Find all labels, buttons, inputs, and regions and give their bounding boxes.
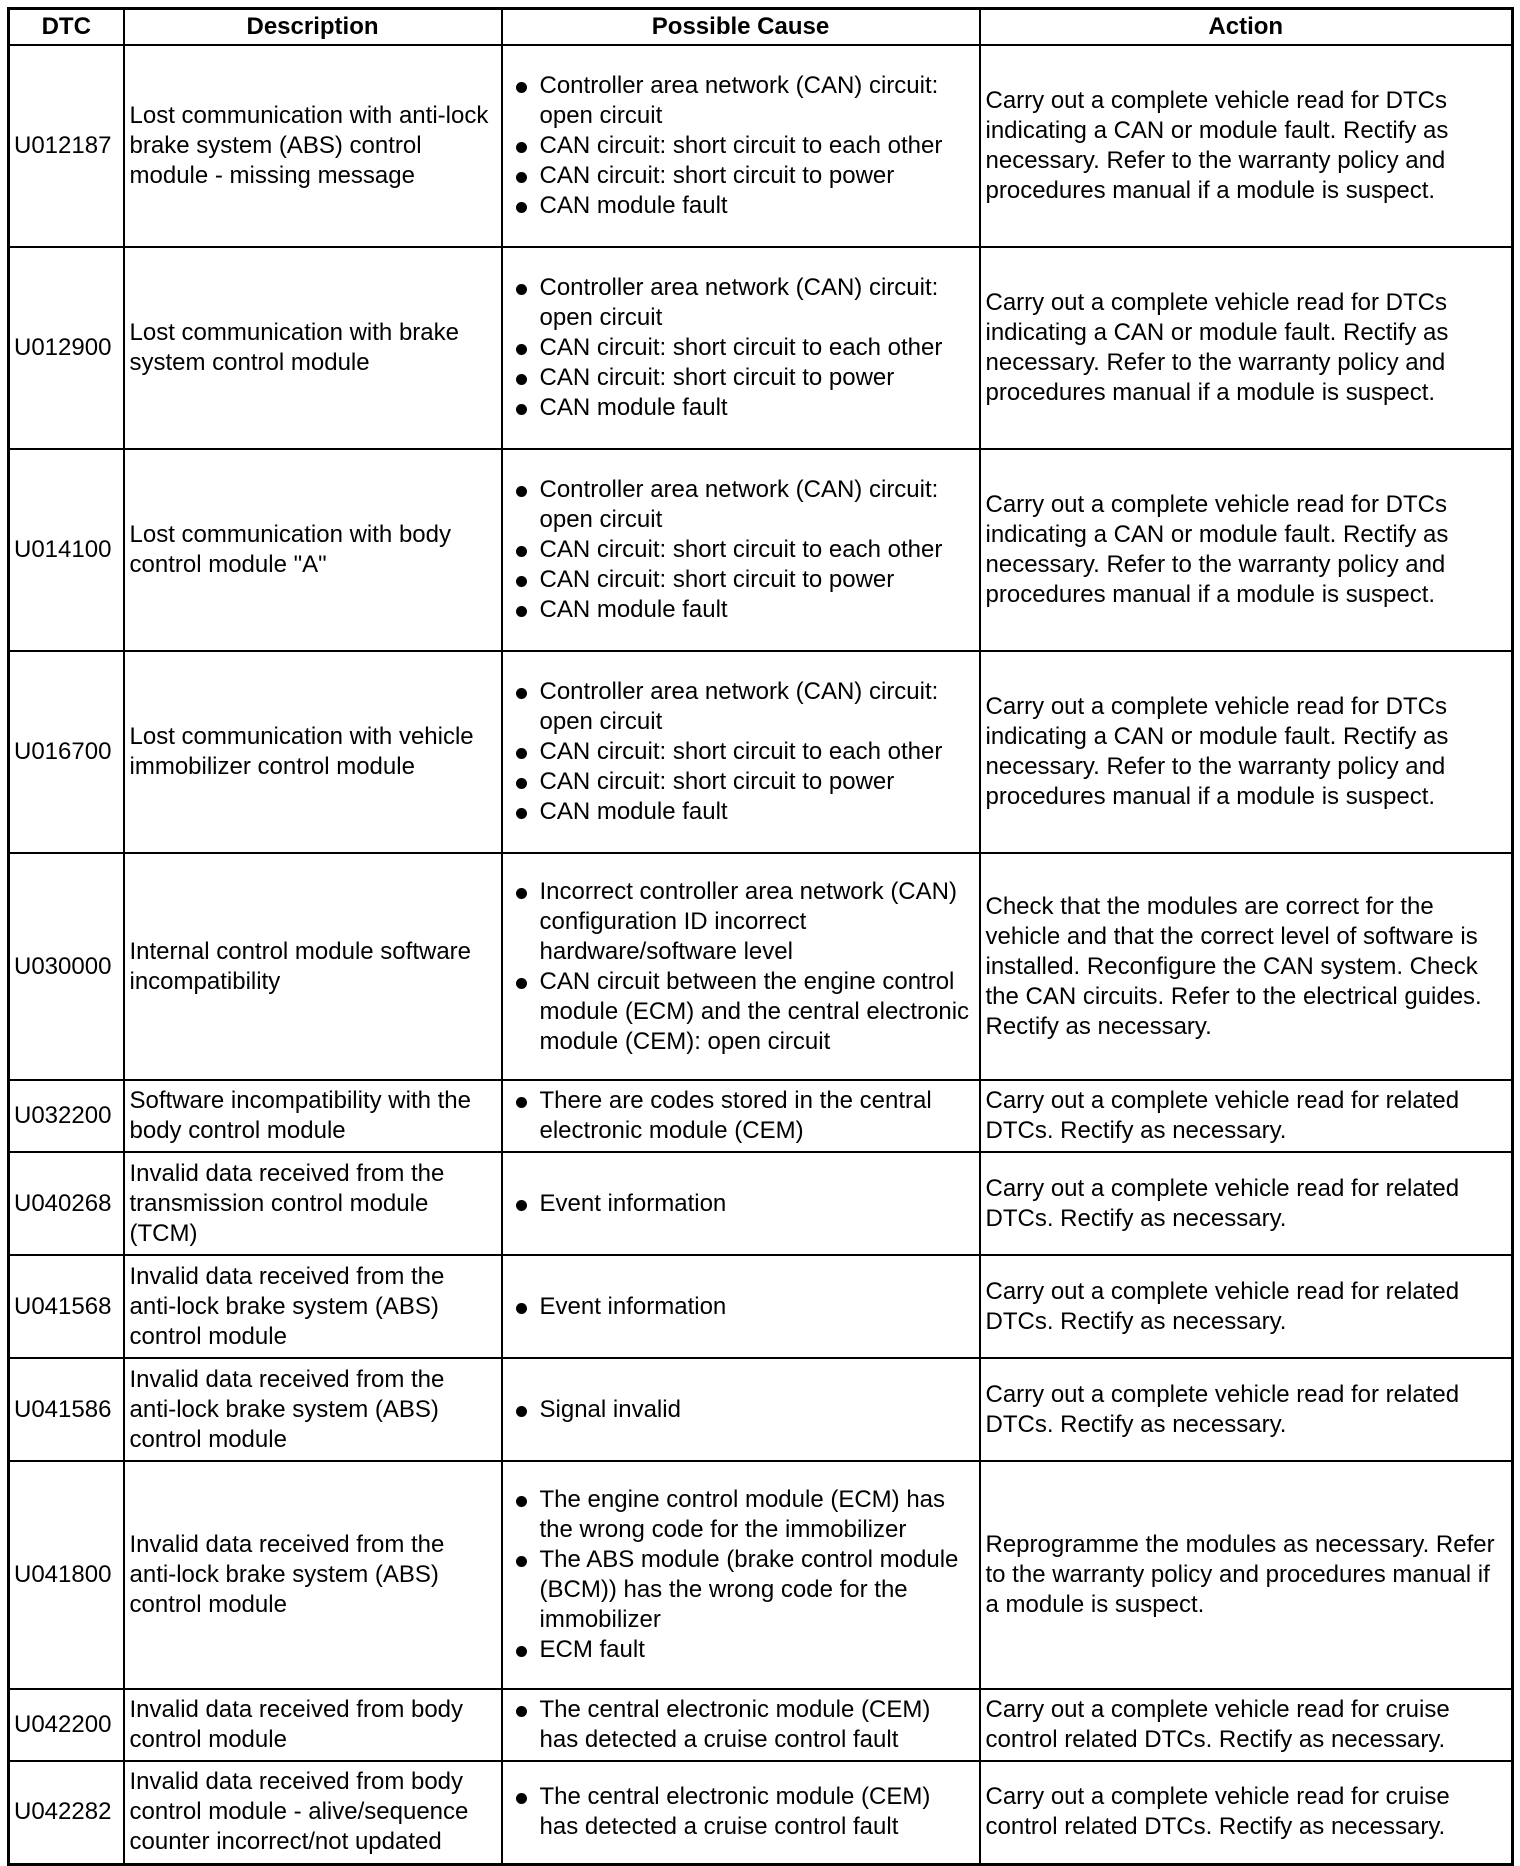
header-action: Action <box>980 9 1513 46</box>
table-row <box>9 853 1513 1080</box>
dtc-action: Carry out a complete vehicle read for related DTCs. Rectify as necessary. <box>980 1255 1513 1358</box>
dtc-code: U012900 <box>9 247 124 449</box>
cause-item: Controller area network (CAN) circuit: open circuit <box>508 475 974 535</box>
cause-item: Controller area network (CAN) circuit: open circuit <box>508 677 974 737</box>
cause-item: CAN circuit: short circuit to each other <box>508 737 974 767</box>
possible-cause-cell <box>502 1461 980 1689</box>
cause-item: CAN circuit: short circuit to each other <box>508 333 974 363</box>
possible-cause-cell <box>502 1761 980 1864</box>
dtc-code: U042282 <box>9 1761 124 1864</box>
dtc-code: U041800 <box>9 1461 124 1689</box>
possible-cause-cell <box>502 853 980 1080</box>
cause-item: There are codes stored in the central electronic module (CEM) <box>508 1086 974 1146</box>
cause-list <box>508 273 974 423</box>
cause-item: Controller area network (CAN) circuit: open circuit <box>508 71 974 131</box>
table-row <box>9 1689 1513 1761</box>
cause-item: CAN circuit: short circuit to each other <box>508 131 974 161</box>
dtc-description: Lost communication with vehicle immobilizer control module <box>124 651 502 853</box>
cause-list <box>508 1485 974 1665</box>
dtc-code: U042200 <box>9 1689 124 1761</box>
dtc-code: U014100 <box>9 449 124 651</box>
table-body <box>9 45 1513 1864</box>
possible-cause-cell <box>502 1080 980 1152</box>
table-row <box>9 247 1513 449</box>
table-row <box>9 1358 1513 1461</box>
cause-item: Signal invalid <box>508 1395 974 1425</box>
dtc-description: Invalid data received from the anti-lock brake system (ABS) control module <box>124 1461 502 1689</box>
dtc-table <box>7 7 1514 1866</box>
cause-item: Event information <box>508 1189 974 1219</box>
header-description: Description <box>124 9 502 46</box>
table-row <box>9 1461 1513 1689</box>
dtc-action: Carry out a complete vehicle read for related DTCs. Rectify as necessary. <box>980 1152 1513 1255</box>
cause-list <box>508 1695 974 1755</box>
cause-item: CAN circuit: short circuit to power <box>508 767 974 797</box>
dtc-description: Invalid data received from the anti-lock brake system (ABS) control module <box>124 1255 502 1358</box>
cause-list <box>508 475 974 625</box>
dtc-action: Carry out a complete vehicle read for cruise control related DTCs. Rectify as necessary. <box>980 1689 1513 1761</box>
cause-item: Controller area network (CAN) circuit: open circuit <box>508 273 974 333</box>
dtc-action: Carry out a complete vehicle read for DTCs indicating a CAN or module fault. Rectify as necessary. Refer to the warranty policy and procedures manual if a module is suspect. <box>980 45 1513 247</box>
cause-item: CAN module fault <box>508 797 974 827</box>
cause-item: CAN circuit between the engine control module (ECM) and the central electronic module (CEM): open circuit <box>508 967 974 1057</box>
dtc-description: Lost communication with body control module "A" <box>124 449 502 651</box>
header-row <box>9 9 1513 46</box>
dtc-code: U032200 <box>9 1080 124 1152</box>
dtc-code: U030000 <box>9 853 124 1080</box>
dtc-code: U016700 <box>9 651 124 853</box>
possible-cause-cell <box>502 247 980 449</box>
dtc-description: Invalid data received from the transmission control module (TCM) <box>124 1152 502 1255</box>
dtc-action: Carry out a complete vehicle read for related DTCs. Rectify as necessary. <box>980 1080 1513 1152</box>
cause-item: The engine control module (ECM) has the wrong code for the immobilizer <box>508 1485 974 1545</box>
cause-list <box>508 71 974 221</box>
cause-list <box>508 1292 974 1322</box>
dtc-action: Carry out a complete vehicle read for cruise control related DTCs. Rectify as necessary. <box>980 1761 1513 1864</box>
dtc-description: Lost communication with anti-lock brake system (ABS) control module - missing message <box>124 45 502 247</box>
cause-list <box>508 677 974 827</box>
cause-list <box>508 1086 974 1146</box>
cause-item: The ABS module (brake control module (BCM)) has the wrong code for the immobilizer <box>508 1545 974 1635</box>
dtc-action: Carry out a complete vehicle read for DTCs indicating a CAN or module fault. Rectify as necessary. Refer to the warranty policy and procedures manual if a module is suspect. <box>980 449 1513 651</box>
dtc-code: U040268 <box>9 1152 124 1255</box>
table-row <box>9 1080 1513 1152</box>
cause-list <box>508 1189 974 1219</box>
possible-cause-cell <box>502 1255 980 1358</box>
cause-item: CAN circuit: short circuit to power <box>508 363 974 393</box>
table-row <box>9 1152 1513 1255</box>
dtc-code: U012187 <box>9 45 124 247</box>
cause-item: CAN module fault <box>508 393 974 423</box>
possible-cause-cell <box>502 1358 980 1461</box>
header-possible-cause: Possible Cause <box>502 9 980 46</box>
table-row <box>9 1255 1513 1358</box>
cause-item: CAN circuit: short circuit to power <box>508 161 974 191</box>
dtc-description: Invalid data received from body control module - alive/sequence counter incorrect/not updated <box>124 1761 502 1864</box>
table-row <box>9 651 1513 853</box>
cause-item: Event information <box>508 1292 974 1322</box>
possible-cause-cell <box>502 1152 980 1255</box>
dtc-action: Reprogramme the modules as necessary. Refer to the warranty policy and procedures manual if a module is suspect. <box>980 1461 1513 1689</box>
dtc-description: Internal control module software incompatibility <box>124 853 502 1080</box>
possible-cause-cell <box>502 449 980 651</box>
dtc-description: Invalid data received from the anti-lock brake system (ABS) control module <box>124 1358 502 1461</box>
cause-item: ECM fault <box>508 1635 974 1665</box>
cause-list <box>508 1782 974 1842</box>
cause-item: Incorrect controller area network (CAN) configuration ID incorrect hardware/software level <box>508 877 974 967</box>
dtc-action: Carry out a complete vehicle read for DTCs indicating a CAN or module fault. Rectify as necessary. Refer to the warranty policy and procedures manual if a module is suspect. <box>980 247 1513 449</box>
possible-cause-cell <box>502 651 980 853</box>
cause-item: CAN circuit: short circuit to power <box>508 565 974 595</box>
dtc-action: Check that the modules are correct for the vehicle and that the correct level of software is installed. Reconfigure the CAN system. Check the CAN circuits. Refer to the electrical guides. Rectify as necessary. <box>980 853 1513 1080</box>
dtc-action: Carry out a complete vehicle read for related DTCs. Rectify as necessary. <box>980 1358 1513 1461</box>
cause-item: CAN module fault <box>508 595 974 625</box>
dtc-code: U041586 <box>9 1358 124 1461</box>
dtc-code: U041568 <box>9 1255 124 1358</box>
dtc-action: Carry out a complete vehicle read for DTCs indicating a CAN or module fault. Rectify as necessary. Refer to the warranty policy and procedures manual if a module is suspect. <box>980 651 1513 853</box>
cause-item: The central electronic module (CEM) has detected a cruise control fault <box>508 1782 974 1842</box>
dtc-description: Lost communication with brake system control module <box>124 247 502 449</box>
cause-item: CAN circuit: short circuit to each other <box>508 535 974 565</box>
table-row <box>9 449 1513 651</box>
cause-list <box>508 1395 974 1425</box>
cause-item: CAN module fault <box>508 191 974 221</box>
dtc-description: Invalid data received from body control module <box>124 1689 502 1761</box>
dtc-description: Software incompatibility with the body control module <box>124 1080 502 1152</box>
table-row <box>9 45 1513 247</box>
possible-cause-cell <box>502 1689 980 1761</box>
cause-item: The central electronic module (CEM) has detected a cruise control fault <box>508 1695 974 1755</box>
header-dtc: DTC <box>9 9 124 46</box>
cause-list <box>508 877 974 1057</box>
possible-cause-cell <box>502 45 980 247</box>
table-row <box>9 1761 1513 1864</box>
